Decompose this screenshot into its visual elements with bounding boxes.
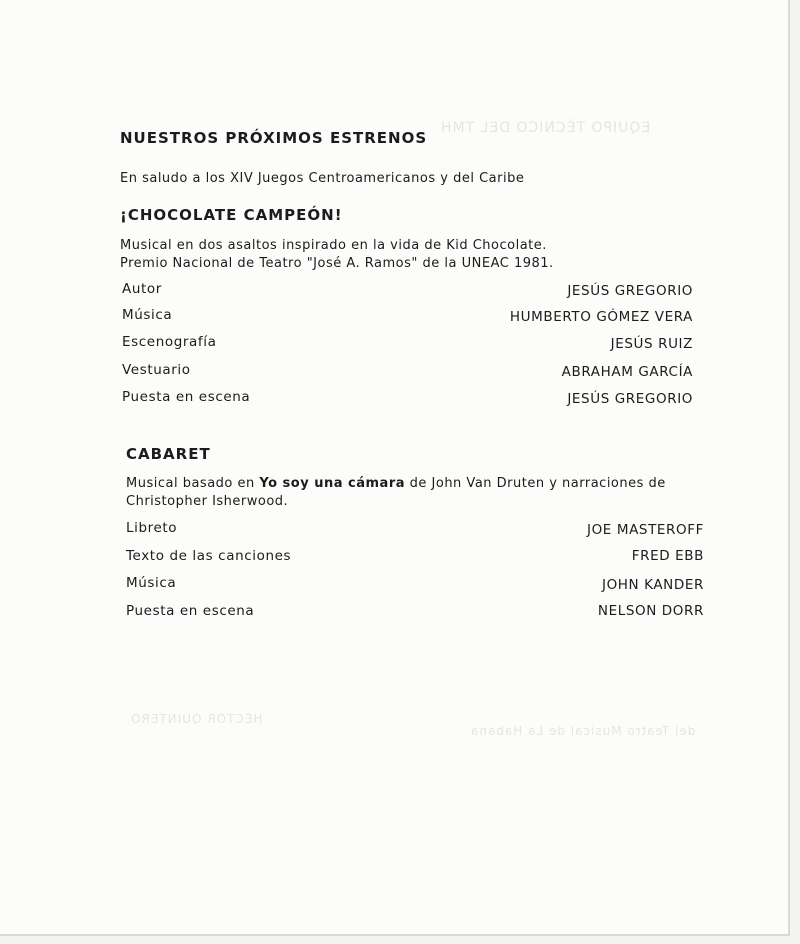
show-description-line: Premio Nacional de Teatro "José A. Ramos" de la UNEAC 1981.: [120, 256, 554, 271]
show-description-line: [126, 476, 666, 491]
credit-role: Música: [122, 307, 173, 323]
bleed-through-line: del Teatro Musical de La Habana: [470, 724, 696, 738]
bleed-through-heading: EQUIPO TÉCNICO DEL TMH: [440, 120, 651, 136]
credit-role: Libreto: [126, 520, 178, 536]
show-title-cabaret: CABARET: [126, 445, 211, 463]
intro-text: En saludo a los XIV Juegos Centroamericanos y del Caribe: [120, 171, 525, 186]
page-title: NUESTROS PRÓXIMOS ESTRENOS: [120, 129, 428, 147]
credit-role: Autor: [122, 281, 162, 297]
credit-role: Puesta en escena: [122, 389, 251, 405]
bleed-through-name: HÉCTOR QUINTERO: [130, 712, 263, 726]
description-text: Musical basado en: [126, 476, 260, 491]
credit-name: JESÚS GREGORIO: [567, 391, 693, 407]
source-work-title: Yo soy una cámara: [259, 476, 406, 491]
show-title-chocolate: ¡CHOCOLATE CAMPEÓN!: [120, 206, 343, 224]
credit-name: JESÚS RUIZ: [610, 336, 693, 352]
credit-role: Vestuario: [122, 362, 191, 378]
credit-role: Música: [126, 575, 177, 591]
credit-name: ABRAHAM GARCÍA: [561, 364, 693, 380]
credit-name: HUMBERTO GÓMEZ VERA: [509, 309, 693, 325]
credit-role: Escenografía: [122, 334, 217, 350]
credit-name: JOHN KANDER: [601, 577, 704, 593]
credit-role: Texto de las canciones: [126, 548, 292, 564]
show-description-line: Musical en dos asaltos inspirado en la vida de Kid Chocolate.: [120, 238, 547, 253]
description-text: de John Van Druten y narraciones de: [405, 476, 666, 491]
show-description-line: Christopher Isherwood.: [126, 494, 289, 509]
credit-name: FRED EBB: [631, 548, 704, 564]
credit-name: NELSON DORR: [597, 603, 704, 619]
credit-name: JESÚS GREGORIO: [567, 283, 693, 299]
credit-role: Puesta en escena: [126, 603, 255, 619]
credit-name: JOE MASTEROFF: [587, 522, 704, 538]
